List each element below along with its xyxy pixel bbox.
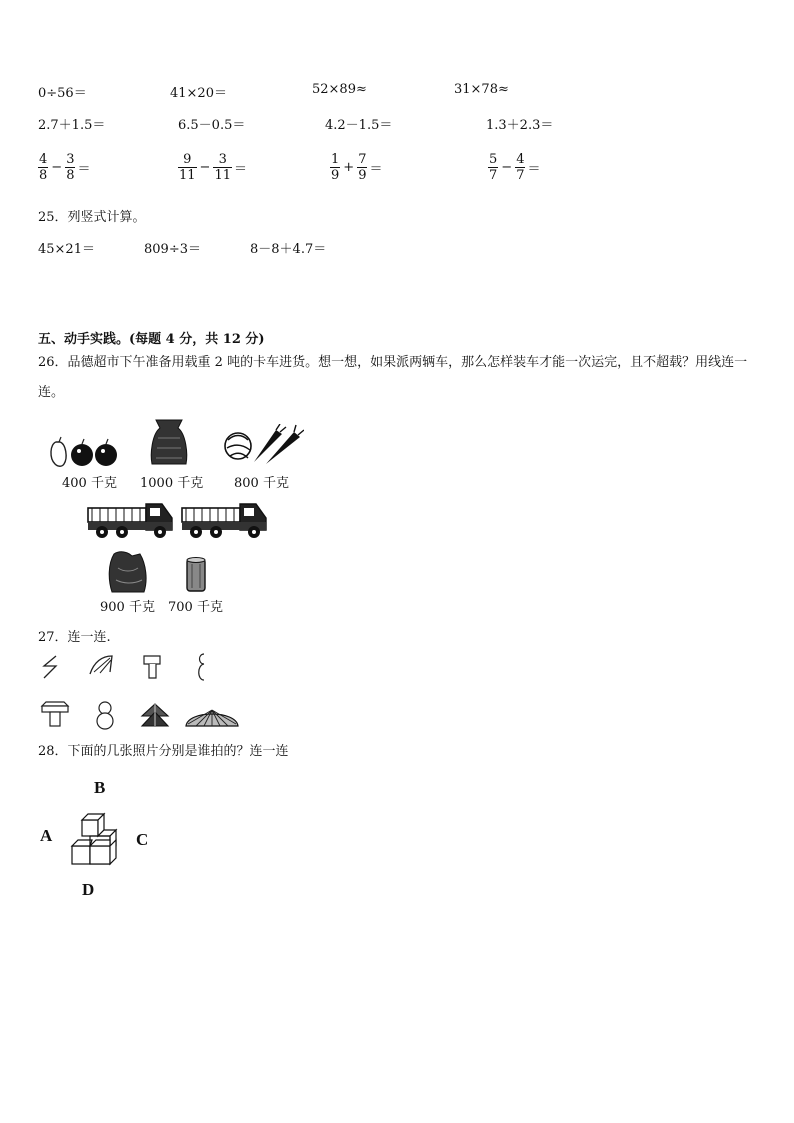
umbrella-top-icon: [184, 704, 240, 728]
house-side-icon: [142, 654, 162, 680]
weight-label: 900 千克: [100, 600, 155, 615]
weight-label: 800 千克: [234, 476, 289, 491]
equals-sign: ＝: [77, 162, 91, 177]
truck-icon: [86, 500, 176, 540]
sack-icon: [106, 550, 150, 594]
sack-icon: [148, 418, 190, 466]
question-25-title: 25．列竖式计算。: [38, 210, 146, 225]
numerator: 1: [331, 152, 340, 167]
operator: −: [51, 160, 63, 175]
denominator: 8: [39, 168, 48, 183]
label-b: B: [94, 778, 106, 797]
calc-item: 8－8＋4.7＝: [250, 242, 327, 257]
calc-item: 6.5－0.5＝: [178, 118, 246, 133]
label-c: C: [136, 830, 149, 849]
denominator: 9: [358, 168, 367, 183]
numerator: 4: [516, 152, 525, 167]
weight-label: 400 千克: [62, 476, 117, 491]
calc-item: 4.2－1.5＝: [325, 118, 393, 133]
fraction-expression: [176, 152, 247, 183]
equals-sign: ＝: [234, 162, 248, 177]
truck-icon: [180, 500, 270, 540]
zigzag-shape-icon: [40, 654, 60, 680]
operator: +: [343, 160, 355, 175]
snowman-side-icon: [196, 652, 210, 682]
vegetables-icon: [220, 424, 304, 466]
barrel-icon: [184, 556, 208, 594]
numerator: 3: [66, 152, 75, 167]
calc-item: 45×21＝: [38, 242, 95, 257]
denominator: 7: [516, 168, 525, 183]
fraction-expression: [328, 152, 382, 183]
fraction-expression: [36, 152, 90, 183]
fraction-expression: [486, 152, 540, 183]
operator: −: [199, 160, 211, 175]
pyramid-icon: [140, 702, 170, 728]
calc-item: 41×20＝: [170, 86, 227, 101]
operator: −: [501, 160, 513, 175]
weight-label: 700 千克: [168, 600, 223, 615]
equals-sign: ＝: [527, 162, 541, 177]
question-28-title: 28．下面的几张照片分别是谁拍的？连一连: [38, 744, 289, 759]
question-26-text: 26．品德超市下午准备用载重 2 吨的卡车进货。想一想，如果派两辆车，那么怎样装车才能一次运完，且不超载？用线连一连。: [38, 355, 748, 400]
calc-item: 52×89≈: [312, 82, 367, 97]
calc-item: 0÷56＝: [38, 86, 87, 101]
numerator: 9: [183, 152, 192, 167]
equals-sign: ＝: [369, 162, 383, 177]
numerator: 4: [39, 152, 48, 167]
denominator: 8: [66, 168, 75, 183]
denominator: 7: [489, 168, 498, 183]
denominator: 11: [179, 168, 196, 183]
house-front-icon: [40, 700, 70, 728]
question-27-title: 27．连一连.: [38, 630, 111, 645]
calc-item: 31×78≈: [454, 82, 509, 97]
umbrella-side-icon: [88, 654, 114, 678]
denominator: 11: [214, 168, 231, 183]
cube-stack-icon: [70, 812, 120, 866]
calc-item: 1.3＋2.3＝: [486, 118, 554, 133]
numerator: 7: [358, 152, 367, 167]
weight-label: 1000 千克: [140, 476, 204, 491]
numerator: 3: [218, 152, 227, 167]
fruit-icon: [46, 434, 120, 468]
calc-item: 809÷3＝: [144, 242, 201, 257]
denominator: 9: [331, 168, 340, 183]
calc-item: 2.7＋1.5＝: [38, 118, 106, 133]
section-title: 五、动手实践。(每题 4 分，共 12 分): [38, 332, 265, 347]
numerator: 5: [489, 152, 498, 167]
snowman-front-icon: [94, 700, 116, 730]
label-d: D: [82, 880, 95, 899]
label-a: A: [40, 826, 53, 845]
